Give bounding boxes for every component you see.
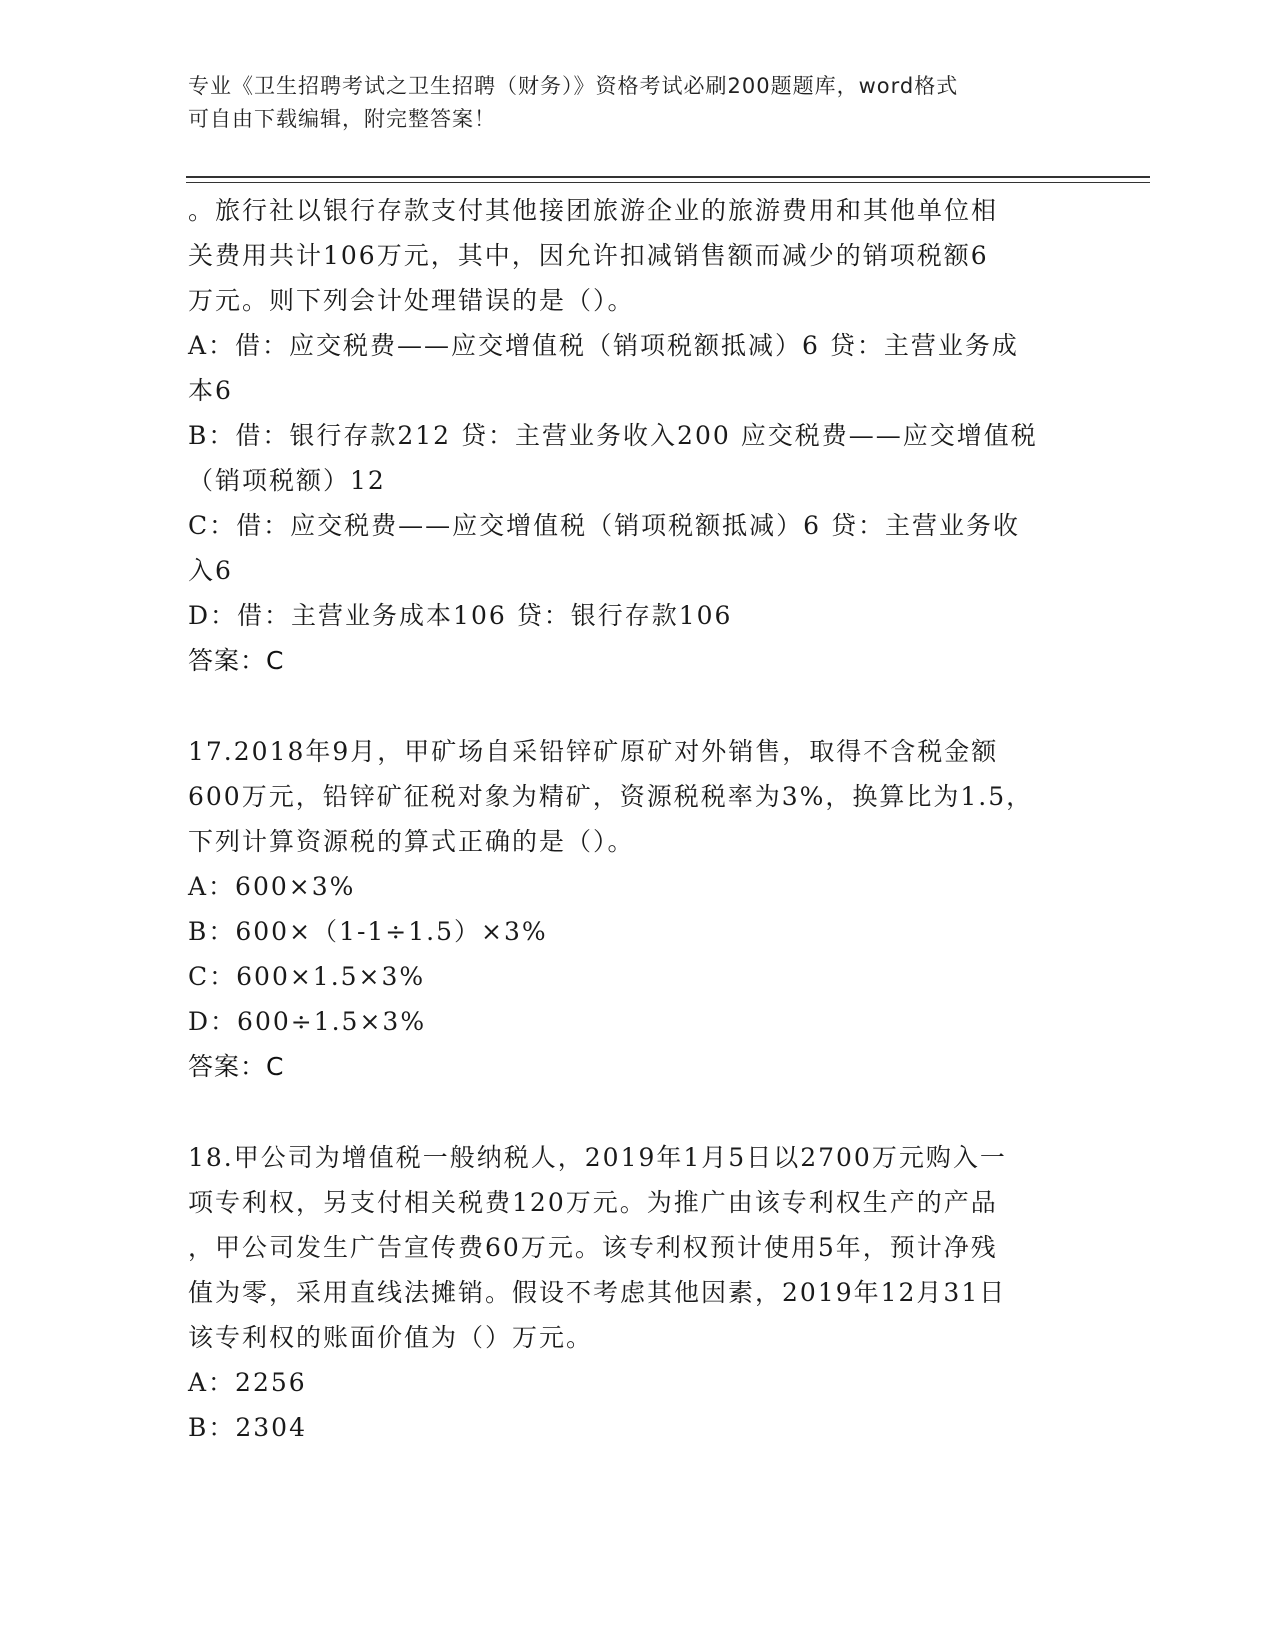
option-b: B：600×（1-1÷1.5）×3% [188, 917, 548, 946]
option-b-cont: （销项税额）12 [188, 466, 386, 495]
question-stem-line: 该专利权的账面价值为（）万元。 [188, 1323, 594, 1352]
question-18 [188, 1135, 1068, 1450]
option-c-cont: 入6 [188, 556, 233, 585]
question-stem-line: 关费用共计106万元，其中，因允许扣减销售额而减少的销项税额6 [188, 241, 989, 270]
question-stem-line: 项专利权，另支付相关税费120万元。为推广由该专利权生产的产品 [188, 1188, 998, 1217]
answer: 答案：C [188, 1052, 285, 1081]
question-17 [188, 729, 1068, 1089]
option-c: C：600×1.5×3% [188, 962, 426, 991]
option-d: D：借：主营业务成本106 贷：银行存款106 [188, 601, 733, 630]
question-stem-line: 18.甲公司为增值税一般纳税人，2019年1月5日以2700万元购入一 [188, 1143, 1007, 1172]
header-rule-thin [186, 182, 1150, 183]
option-b: B：借：银行存款212 贷：主营业务收入200 应交税费——应交增值税 [188, 421, 1038, 450]
question-stem-line: 下列计算资源税的算式正确的是（）。 [188, 827, 635, 856]
question-16 [188, 188, 1068, 683]
answer: 答案：C [188, 646, 285, 675]
header-line-1: 专业《卫生招聘考试之卫生招聘（财务）》资格考试必刷200题题库，word格式 [188, 74, 959, 98]
spacer [188, 1089, 1068, 1135]
question-stem-line: 值为零，采用直线法摊销。假设不考虑其他因素，2019年12月31日 [188, 1278, 1007, 1307]
option-a: A：600×3% [188, 872, 356, 901]
question-stem-line: 17.2018年9月，甲矿场自采铅锌矿原矿对外销售，取得不含税金额 [188, 737, 999, 766]
option-a-cont: 本6 [188, 376, 233, 405]
option-a: A：借：应交税费——应交增值税（销项税额抵减）6 贷：主营业务成 [188, 331, 1019, 360]
option-a: A：2256 [188, 1368, 307, 1397]
question-stem-line: 万元。则下列会计处理错误的是（）。 [188, 286, 635, 315]
option-b: B：2304 [188, 1413, 307, 1442]
page-header [188, 70, 1068, 136]
document-body [188, 188, 1068, 1450]
option-d: D：600÷1.5×3% [188, 1007, 427, 1036]
question-stem-line: ，甲公司发生广告宣传费60万元。该专利权预计使用5年，预计净残 [188, 1233, 998, 1262]
header-rule-thick [186, 176, 1150, 178]
option-c: C：借：应交税费——应交增值税（销项税额抵减）6 贷：主营业务收 [188, 511, 1020, 540]
header-line-2: 可自由下载编辑，附完整答案！ [188, 107, 496, 131]
question-stem-line: 。旅行社以银行存款支付其他接团旅游企业的旅游费用和其他单位相 [188, 196, 999, 225]
question-stem-line: 600万元，铅锌矿征税对象为精矿，资源税税率为3%，换算比为1.5， [188, 782, 1034, 811]
spacer [188, 683, 1068, 729]
